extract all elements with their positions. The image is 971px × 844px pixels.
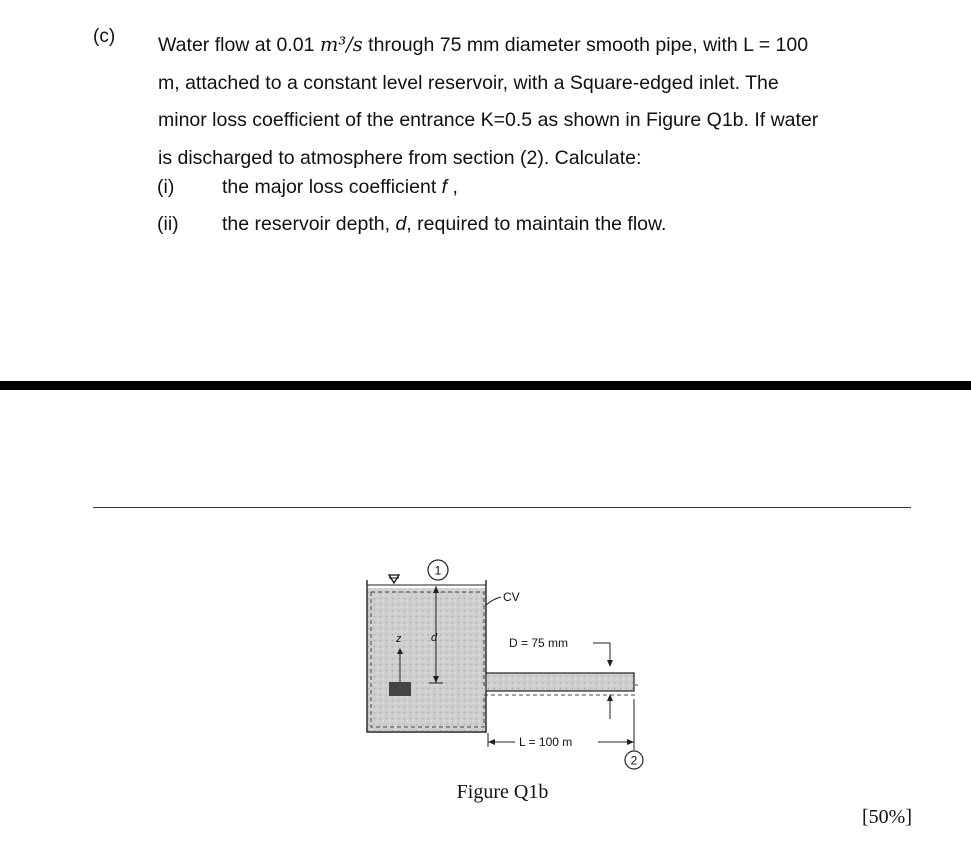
question-line-4: is discharged to atmosphere from section (2). Calculate: — [158, 146, 642, 169]
datum-block — [389, 682, 411, 696]
free-surface-icon — [389, 575, 399, 583]
reservoir-pipe-diagram — [355, 555, 655, 780]
sub-item-number: (i) — [157, 176, 175, 198]
sub-item-text: the major loss coefficient f , — [222, 176, 458, 198]
question-text — [158, 26, 918, 177]
label-cv: CV — [503, 590, 520, 604]
sub-item-number: (ii) — [157, 213, 179, 235]
pipe — [486, 673, 634, 691]
section-2-label: 2 — [630, 753, 638, 768]
reservoir-water — [367, 588, 486, 731]
question-line-2: m, attached to a constant level reservoir, with a Square-edged inlet. The — [158, 71, 779, 94]
figure-caption: Figure Q1b — [456, 781, 549, 803]
label-z: z — [396, 633, 402, 645]
section-divider-thin — [93, 507, 911, 508]
label-d: d — [431, 632, 438, 644]
sub-item-text: the reservoir depth, d, required to maintain the flow. — [222, 213, 667, 235]
question-line-3: minor loss coefficient of the entrance K=0.5 as shown in Figure Q1b. If water — [158, 109, 819, 131]
question-label: (c) — [93, 26, 116, 47]
flow-rate-unit: m³/s — [319, 33, 363, 56]
section-divider-thick — [0, 381, 971, 390]
label-length: L = 100 m — [519, 735, 573, 749]
section-1-label: 1 — [434, 563, 442, 578]
label-diameter: D = 75 mm — [509, 636, 569, 650]
marks-weight: [50%] — [862, 806, 912, 828]
question-line-1: Water flow at 0.01 m³/s through 75 mm diameter smooth pipe, with L = 100 — [158, 33, 809, 56]
